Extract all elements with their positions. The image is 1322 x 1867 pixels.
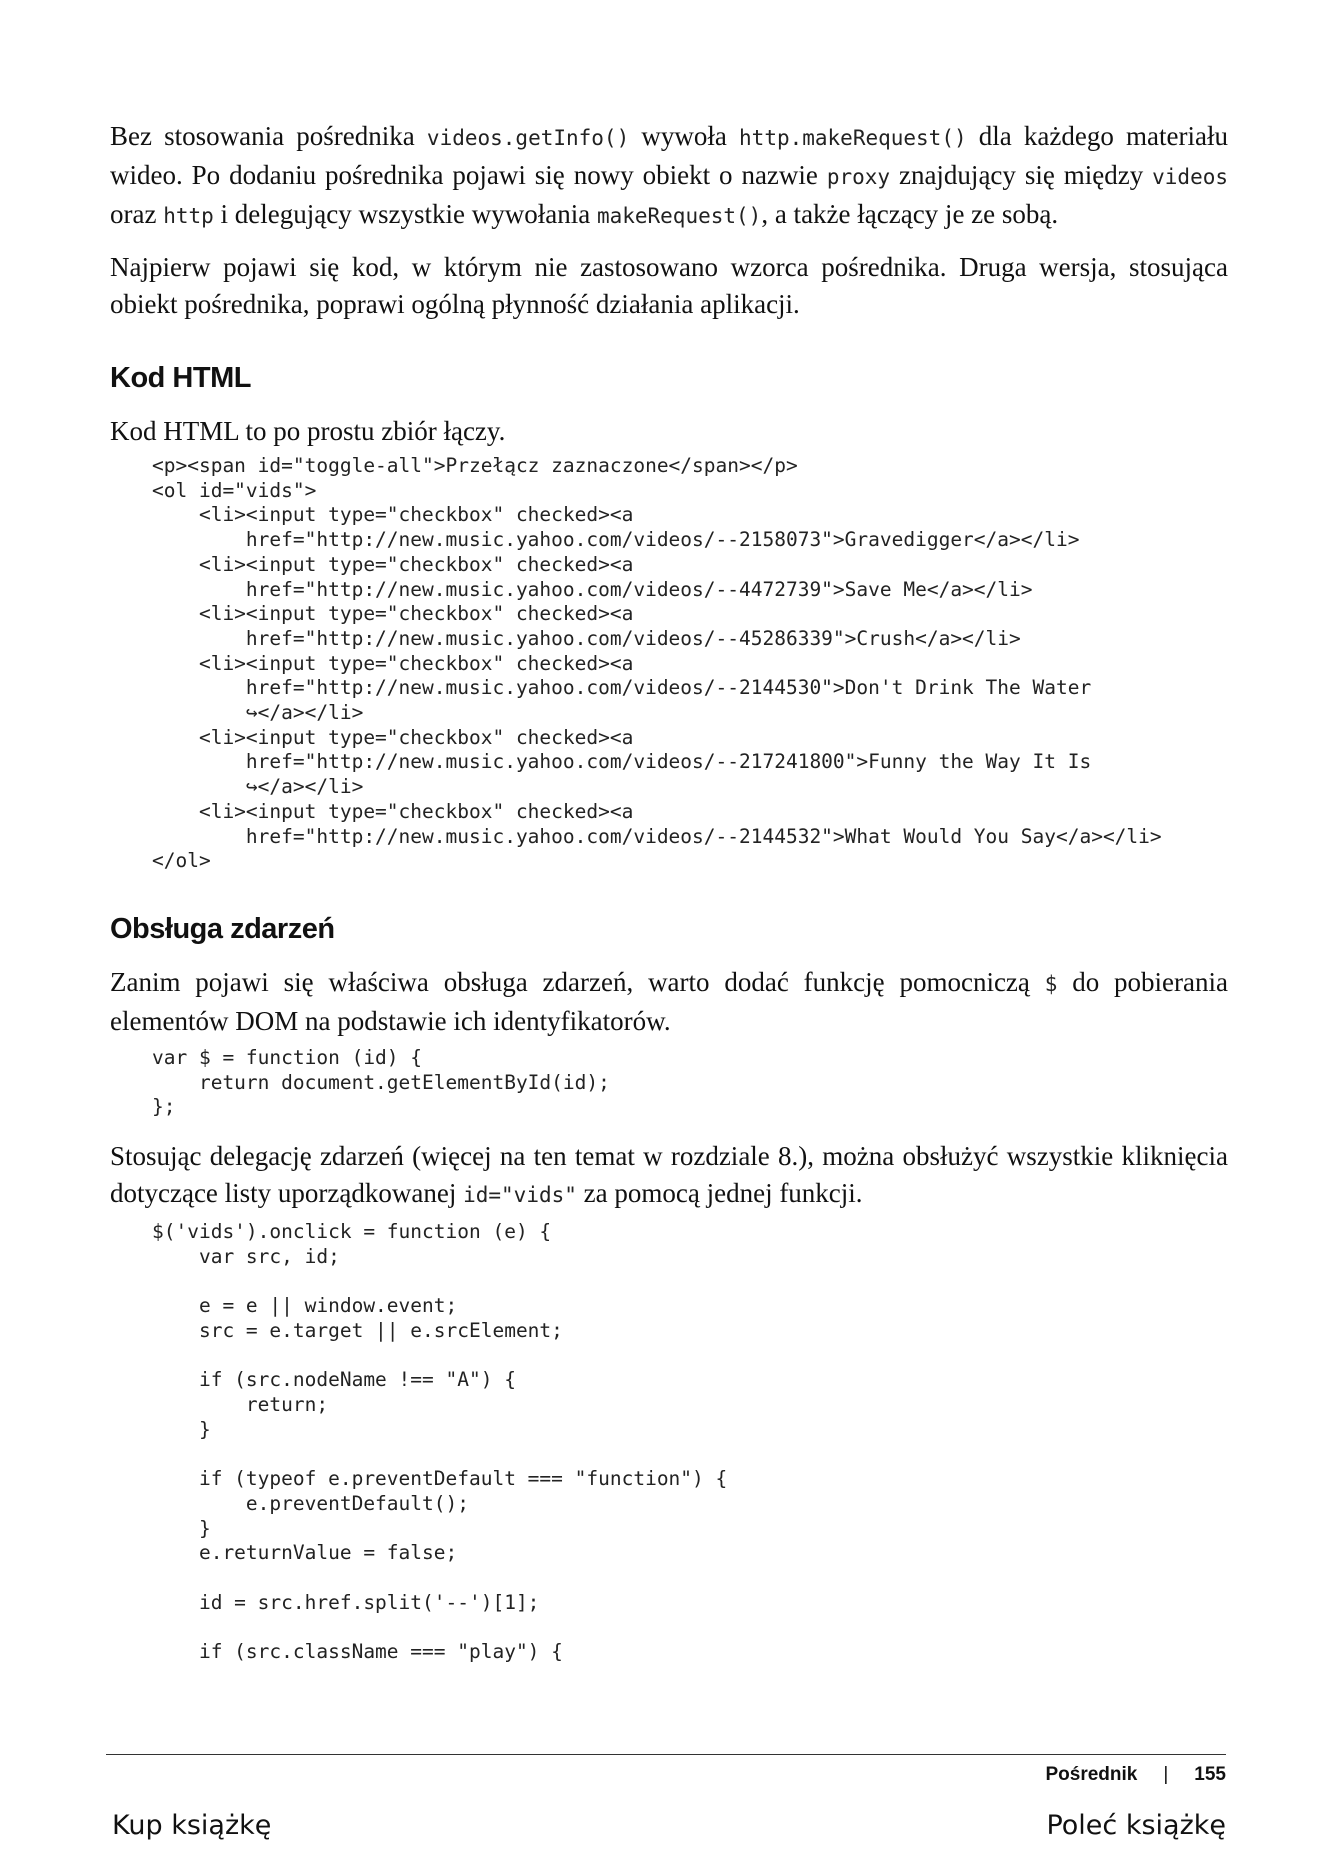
inline-code: proxy	[826, 165, 891, 189]
footer-section-name: Pośrednik	[1045, 1764, 1138, 1785]
intro-paragraph-2: Najpierw pojawi się kod, w którym nie zastosowano wzorca pośrednika. Druga wersja, stosująca obiekt pośrednika, poprawi ogólną płynność działania aplikacji.	[110, 252, 1228, 319]
events-paragraph-2: Stosując delegację zdarzeń (więcej na ten temat w rozdziale 8.), można obsłużyć wszystkie kliknięcia dotyczące listy uporządkowanej id="vids" za pomocą jednej funkcji.	[110, 1141, 1228, 1209]
helper-code-block: var $ = function (id) { return document.getElementById(id); };	[152, 1045, 610, 1119]
heading-events: Obsługa zdarzeń	[110, 912, 335, 945]
onclick-code-block: $('vids').onclick = function (e) { var src, id; e = e || window.event; src = e.target || e.srcElement; if (src.nodeName !== "A") { return; } if (typeof e.preventDefault === "function") { e.preventDefault(); } e.returnValue = false; id = src.href.split('--')[1]; if (src.className === "play") {	[152, 1220, 728, 1664]
html-intro-text: Kod HTML to po prostu zbiór łączy.	[110, 416, 506, 446]
heading-html: Kod HTML	[110, 362, 251, 394]
page-number: 155	[1194, 1764, 1226, 1785]
inline-code: videos.getInfo()	[426, 126, 630, 150]
inline-code: http.makeRequest()	[739, 126, 967, 150]
inline-code: http	[163, 204, 214, 228]
inline-code: $	[1044, 971, 1058, 996]
footer-separator: |	[1163, 1764, 1169, 1785]
intro-paragraph-1: Bez stosowania pośrednika videos.getInfo() wywoła http.makeRequest() dla każdego materiału wideo. Po dodaniu pośrednika pojawi się nowy obiekt o nazwie proxy znajdujący się między videos oraz http i delegujący wszystkie wywołania makeRequest(), a także łączący je ze sobą.	[110, 121, 1228, 229]
page-content	[110, 118, 1228, 1683]
buy-book-link[interactable]: Kup książkę	[112, 1810, 272, 1841]
recommend-book-link[interactable]: Poleć książkę	[1046, 1810, 1226, 1841]
events-paragraph-1: Zanim pojawi się właściwa obsługa zdarzeń, warto dodać funkcję pomocniczą $ do pobierania elementów DOM na podstawie ich identyfikatorów.	[110, 966, 1228, 1036]
footer-rule	[106, 1754, 1226, 1755]
html-code-block: <p><span id="toggle-all">Przełącz zaznaczone</span></p> <ol id="vids"> <li><input type="checkbox" checked><a href="http://new.music.yahoo.com/videos/--2158073">Gravedigger</a></li> <li><input type="checkbox" checked><a href="http://new.music.yahoo.com/videos/--4472739">Save Me</a></li> <li><input type="checkbox" checked><a href="http://new.music.yahoo.com/videos/--45286339">Crush</a></li> <li><input type="checkbox" checked><a href="http://new.music.yahoo.com/videos/--2144530">Don't Drink The Water ↪</a></li> <li><input type="checkbox" checked><a href="http://new.music.yahoo.com/videos/--217241800">Funny the Way It Is ↪</a></li> <li><input type="checkbox" checked><a href="http://new.music.yahoo.com/videos/--2144532">What Would You Say</a></li> </ol>	[152, 454, 1162, 873]
inline-code: id="vids"	[463, 1183, 577, 1208]
inline-code: makeRequest()	[596, 204, 762, 228]
running-footer	[1045, 1764, 1226, 1786]
inline-code: videos	[1152, 165, 1228, 189]
